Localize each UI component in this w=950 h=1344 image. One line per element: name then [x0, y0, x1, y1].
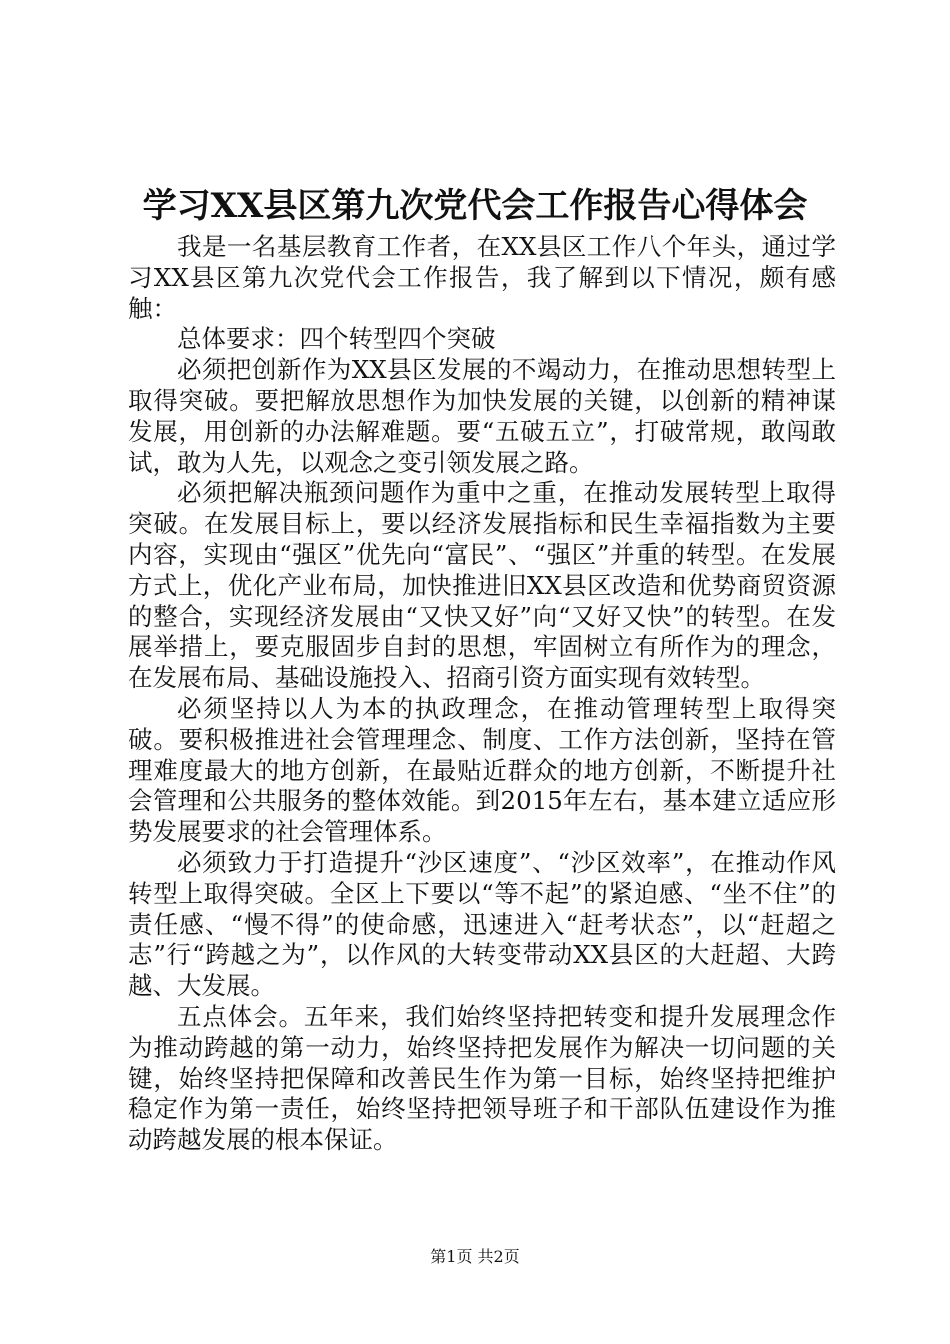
paragraph-thought-transformation: 必须把创新作为XX县区发展的不竭动力，在推动思想转型上取得突破。要把解放思想作为加快发展的关键，以创新的精神谋发展，用创新的办法解难题。要“五破五立”，打破常规，敢闯敢试，敢为人先，以观念之变引领发展之路。: [128, 355, 836, 477]
document-body: [128, 232, 836, 1156]
paragraph-style-transformation: 必须致力于打造提升“沙区速度”、“沙区效率”，在推动作风转型上取得突破。全区上下要以“等不起”的紧迫感、“坐不住”的责任感、“慢不得”的使命感，迅速进入“赶考状态”，以“赶超之志”行“跨越之为”，以作风的大转变带动XX县区的大赶超、大跨越、大发展。: [128, 847, 836, 1001]
page-number-footer: 第1页 共2页: [430, 1247, 520, 1266]
paragraph-intro: 我是一名基层教育工作者，在XX县区工作八个年头，通过学习XX县区第九次党代会工作报告，我了解到以下情况，颇有感触：: [128, 232, 836, 323]
document-title: 学习XX县区第九次党代会工作报告心得体会: [142, 186, 808, 226]
paragraph-five-experiences: 五点体会。五年来，我们始终坚持把转变和提升发展理念作为推动跨越的第一动力，始终坚持把发展作为解决一切问题的关键，始终坚持把保障和改善民生作为第一目标，始终坚持把维护稳定作为第一责任，始终坚持把领导班子和干部队伍建设作为推动跨越发展的根本保证。: [128, 1001, 836, 1155]
paragraph-management-transformation: 必须坚持以人为本的执政理念，在推动管理转型上取得突破。要积极推进社会管理理念、制度、工作方法创新，坚持在管理难度最大的地方创新，在最贴近群众的地方创新，不断提升社会管理和公共服务的整体效能。到2015年左右，基本建立适应形势发展要求的社会管理体系。: [128, 693, 836, 847]
paragraph-development-transformation: 必须把解决瓶颈问题作为重中之重，在推动发展转型上取得突破。在发展目标上，要以经济发展指标和民生幸福指数为主要内容，实现由“强区”优先向“富民”、“强区”并重的转型。在发展方式上，优化产业布局，加快推进旧XX县区改造和优势商贸资源的整合，实现经济发展由“又快又好”向“又好又快”的转型。在发展举措上，要克服固步自封的思想，牢固树立有所作为的理念，在发展布局、基础设施投入、招商引资方面实现有效转型。: [128, 478, 836, 693]
paragraph-general-requirement: 总体要求：四个转型四个突破: [177, 324, 496, 354]
